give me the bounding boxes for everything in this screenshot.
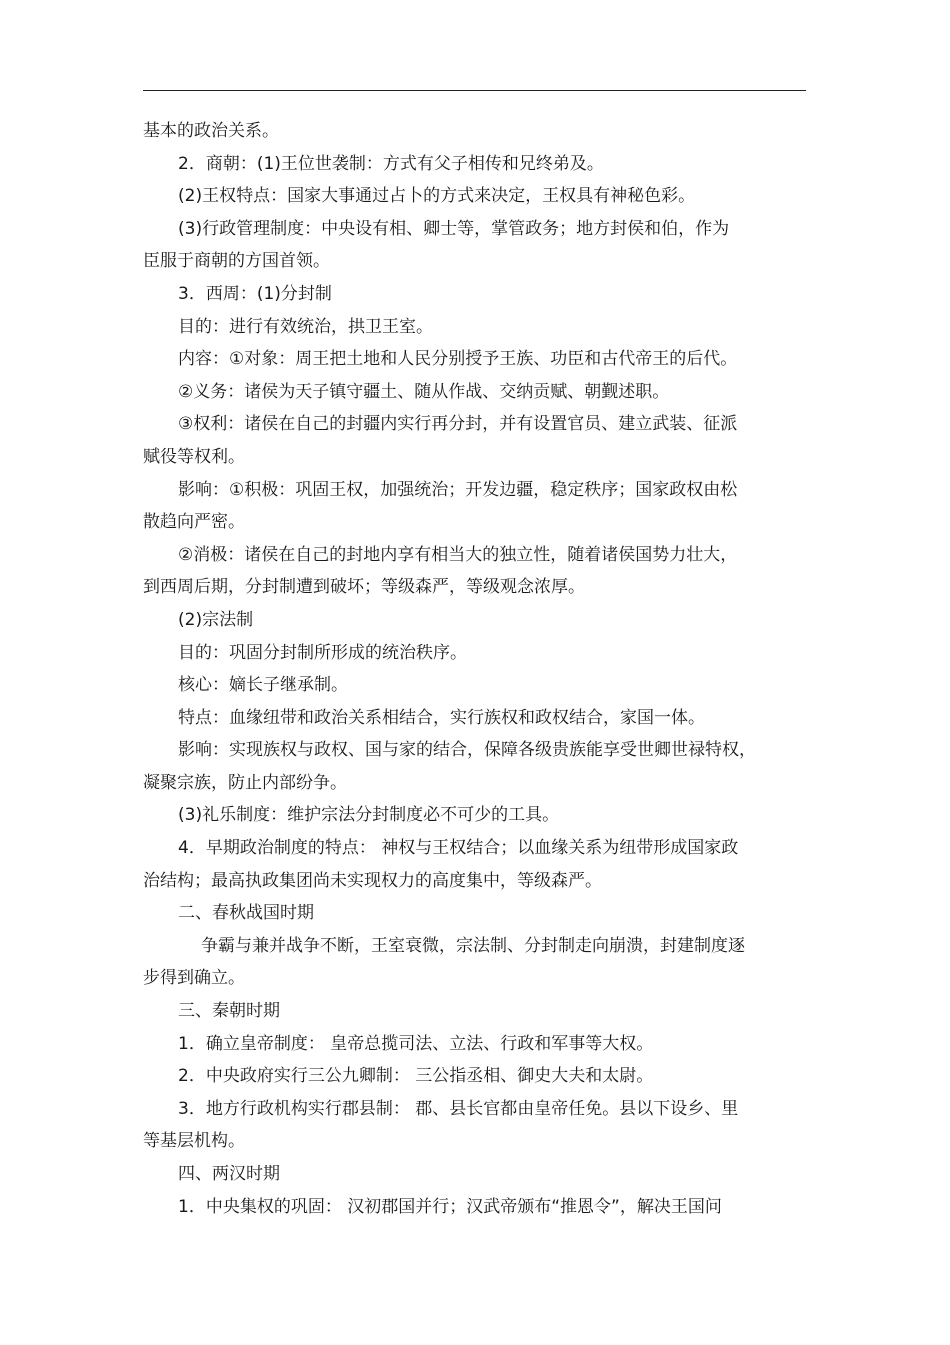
- text-line: 2．商朝：(1)王位世袭制：方式有父子相传和兄终弟及。: [178, 153, 604, 174]
- section-heading: 3．西周：(1)分封制: [178, 283, 332, 304]
- text-line: 3．地方行政机构实行郡县制： 郡、县长官都由皇帝任免。县以下设乡、里: [178, 1098, 739, 1119]
- text-line: (3)礼乐制度：维护宗法分封制度必不可少的工具。: [178, 805, 560, 826]
- header-rule: [143, 90, 806, 91]
- text-line: 等基层机构。: [143, 1131, 245, 1152]
- text-line: 2．中央政府实行三公九卿制： 三公指丞相、御史大夫和太尉。: [178, 1066, 654, 1087]
- text-line: 特点：血缘纽带和政治关系相结合，实行族权和政权结合，家国一体。: [178, 707, 705, 728]
- text-line: 基本的政治关系。: [143, 121, 279, 141]
- text-line: 内容：①对象：周王把土地和人民分别授予王族、功臣和古代帝王的后代。: [178, 349, 738, 370]
- text-line: 争霸与兼并战争不断，王室衰微，宗法制、分封制走向崩溃，封建制度逐: [201, 935, 745, 956]
- text-line: 到西周后期，分封制遭到破坏；等级森严，等级观念浓厚。: [143, 577, 585, 598]
- text-line: ②消极：诸侯在自己的封地内享有相当大的独立性，随着诸侯国势力壮大，: [178, 544, 738, 565]
- section-heading: (2)宗法制: [178, 609, 254, 630]
- document-body: [143, 115, 808, 1223]
- text-line: 赋役等权利。: [143, 446, 245, 467]
- text-line: 影响：实现族权与政权、国与家的结合，保障各级贵族能享受世卿世禄特权，: [178, 740, 756, 761]
- text-line: (2)王权特点：国家大事通过占卜的方式来决定，王权具有神秘色彩。: [178, 186, 696, 207]
- text-line: 治结构；最高执政集团尚未实现权力的高度集中，等级森严。: [143, 870, 602, 891]
- text-line: 4．早期政治制度的特点： 神权与王权结合；以血缘关系为纽带形成国家政: [178, 838, 739, 859]
- text-line: 凝聚宗族，防止内部纷争。: [143, 772, 347, 793]
- section-heading: 二、春秋战国时期: [178, 903, 314, 924]
- text-line: 1．确立皇帝制度： 皇帝总揽司法、立法、行政和军事等大权。: [178, 1033, 654, 1054]
- text-line: ②义务：诸侯为天子镇守疆土、随从作战、交纳贡赋、朝觐述职。: [178, 381, 670, 402]
- text-line: 目的：进行有效统治，拱卫王室。: [178, 316, 433, 337]
- text-line: 核心：嫡长子继承制。: [178, 675, 348, 696]
- text-line: 散趋向严密。: [143, 512, 245, 533]
- text-line: (3)行政管理制度：中央设有相、卿士等，掌管政务；地方封侯和伯，作为: [178, 218, 730, 239]
- text-line: 目的：巩固分封制所形成的统治秩序。: [178, 642, 467, 663]
- text-line: 步得到确立。: [143, 968, 245, 989]
- text-line: 臣服于商朝的方国首领。: [143, 251, 330, 272]
- text-line: ③权利：诸侯在自己的封疆内实行再分封，并有设置官员、建立武装、征派: [178, 414, 738, 435]
- section-heading: 三、秦朝时期: [178, 1001, 280, 1022]
- text-line: 1．中央集权的巩固： 汉初郡国并行；汉武帝颁布“推恩令”，解决王国问: [178, 1196, 722, 1217]
- section-heading: 四、两汉时期: [178, 1164, 280, 1184]
- text-line: 影响：①积极：巩固王权，加强统治；开发边疆，稳定秩序；国家政权由松: [178, 479, 738, 500]
